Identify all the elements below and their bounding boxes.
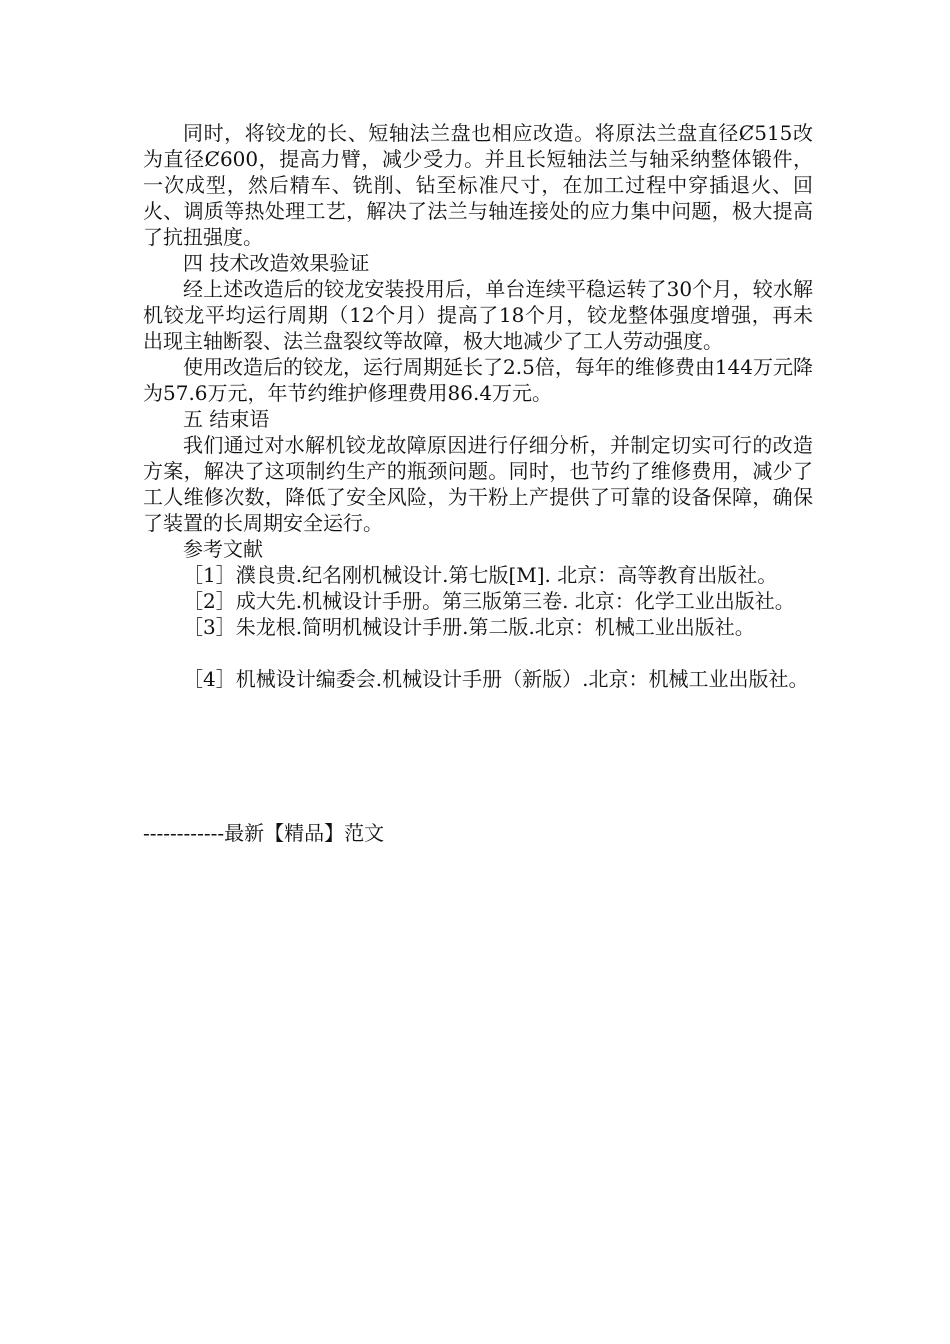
reference-item-3: ［3］朱龙根.简明机械设计手册.第二版.北京：机械工业出版社。 — [183, 615, 755, 639]
references-heading: 参考文献 — [183, 537, 263, 561]
paragraph-effect-result: 经上述改造后的铰龙安装投用后，单台连续平稳运转了30个月，较水解机铰龙平均运行周期（12个月）提高了18个月，铰龙整体强度增强，再未出现主轴断裂、法兰盘裂纹等故障，极大地减少了工人劳动强度。 — [143, 277, 813, 353]
footer-text: ------------最新【精品】范文 — [143, 821, 385, 845]
reference-item-1: ［1］濮良贵.纪名刚机械设计.第七版[M]. 北京：高等教育出版社。 — [183, 563, 778, 587]
paragraph-conclusion: 我们通过对水解机铰龙故障原因进行仔细分析，并制定切实可行的改造方案，解决了这项制约生产的瓶颈问题。同时，也节约了维修费用，减少了工人维修次数，降低了安全风险，为干粉上产提供了可靠的设备保障，确保了装置的长周期安全运行。 — [143, 433, 813, 535]
spacer — [143, 640, 813, 666]
reference-item-2: ［2］成大先.机械设计手册。第三版第三卷. 北京：化学工业出版社。 — [183, 589, 795, 613]
reference-item-4: ［4］机械设计编委会.机械设计手册（新版）.北京：机械工业出版社。 — [183, 667, 809, 691]
paragraph-flange-modification: 同时，将铰龙的长、短轴法兰盘也相应改造。将原法兰盘直径Ȼ515改为直径Ȼ600，提高力臂，减少受力。并且长短轴法兰与轴采纳整体锻件，一次成型，然后精车、铣削、钻至标准尺寸，在加工过程中穿插退火、回火、调质等热处理工艺，解决了法兰与轴连接处的应力集中问题，极大提高了抗扭强度。 — [143, 121, 813, 249]
section-heading-conclusion: 五 结束语 — [183, 407, 270, 431]
paragraph-cost-saving: 使用改造后的铰龙，运行周期延长了2.5倍，每年的维修费由144万元降为57.6万元，年节约维护修理费用86.4万元。 — [143, 355, 813, 405]
section-heading-effect-verification: 四 技术改造效果验证 — [183, 251, 370, 275]
document-body — [143, 120, 813, 692]
